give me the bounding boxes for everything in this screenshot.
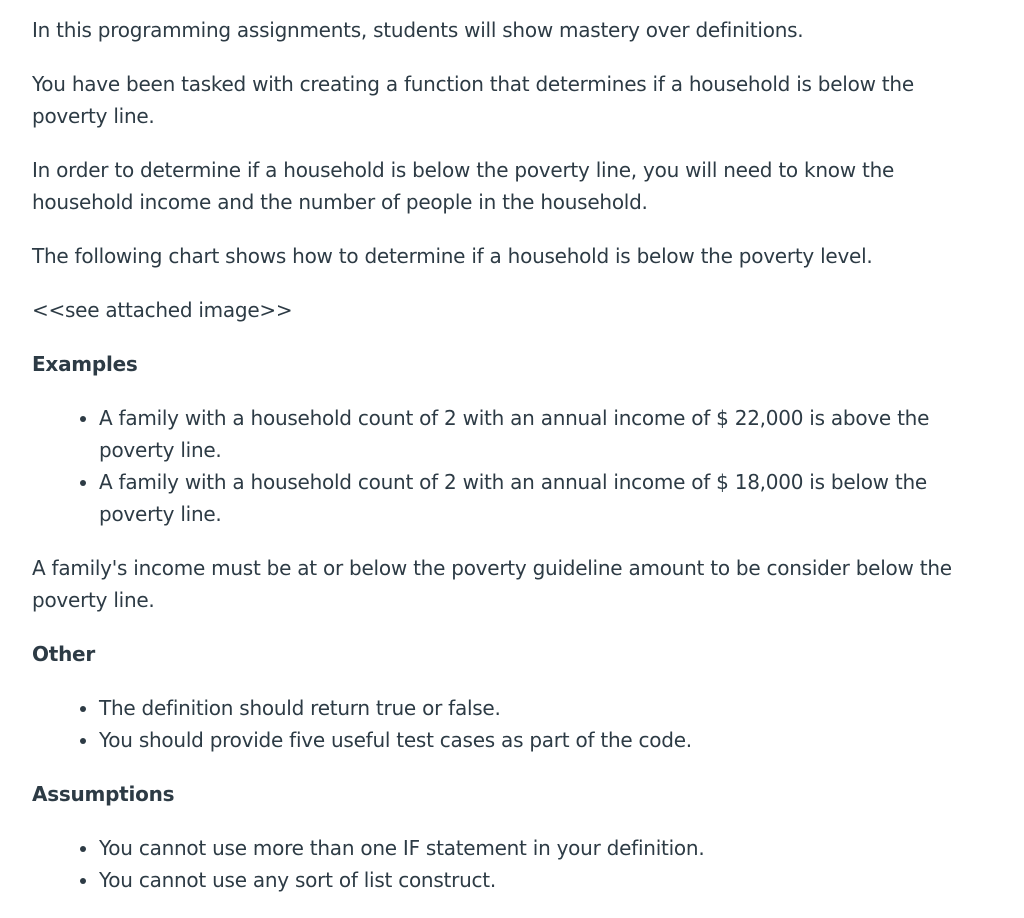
intro-paragraph: In this programming assignments, students will show mastery over definitions. bbox=[32, 18, 804, 42]
list-item: • You cannot use more than one IF statement in your definition. bbox=[99, 832, 992, 864]
attachment-placeholder: <<see attached image>> bbox=[32, 298, 293, 322]
examples-list bbox=[32, 402, 992, 530]
requirement-paragraph: In order to determine if a household is below the poverty line, you will need to know the household income and the number of people in the household. bbox=[32, 158, 895, 214]
list-item: • You should provide five useful test cases as part of the code. bbox=[99, 724, 992, 756]
chart-intro-paragraph: The following chart shows how to determine if a household is below the poverty level. bbox=[32, 244, 873, 268]
assignment-content bbox=[32, 14, 992, 918]
assumptions-list bbox=[32, 832, 992, 896]
task-paragraph: You have been tasked with creating a function that determines if a household is below the poverty line. bbox=[32, 72, 914, 128]
other-heading: Other bbox=[32, 642, 95, 666]
rule-paragraph: A family's income must be at or below the poverty guideline amount to be consider below the poverty line. bbox=[32, 556, 952, 612]
assumptions-heading: Assumptions bbox=[32, 782, 175, 806]
list-item: • A family with a household count of 2 with an annual income of $ 18,000 is below the poverty line. bbox=[99, 466, 992, 530]
list-item: • A family with a household count of 2 with an annual income of $ 22,000 is above the poverty line. bbox=[99, 402, 992, 466]
examples-heading: Examples bbox=[32, 352, 138, 376]
other-list bbox=[32, 692, 992, 756]
list-item: • The definition should return true or false. bbox=[99, 692, 992, 724]
list-item: • You cannot use any sort of list construct. bbox=[99, 864, 992, 896]
